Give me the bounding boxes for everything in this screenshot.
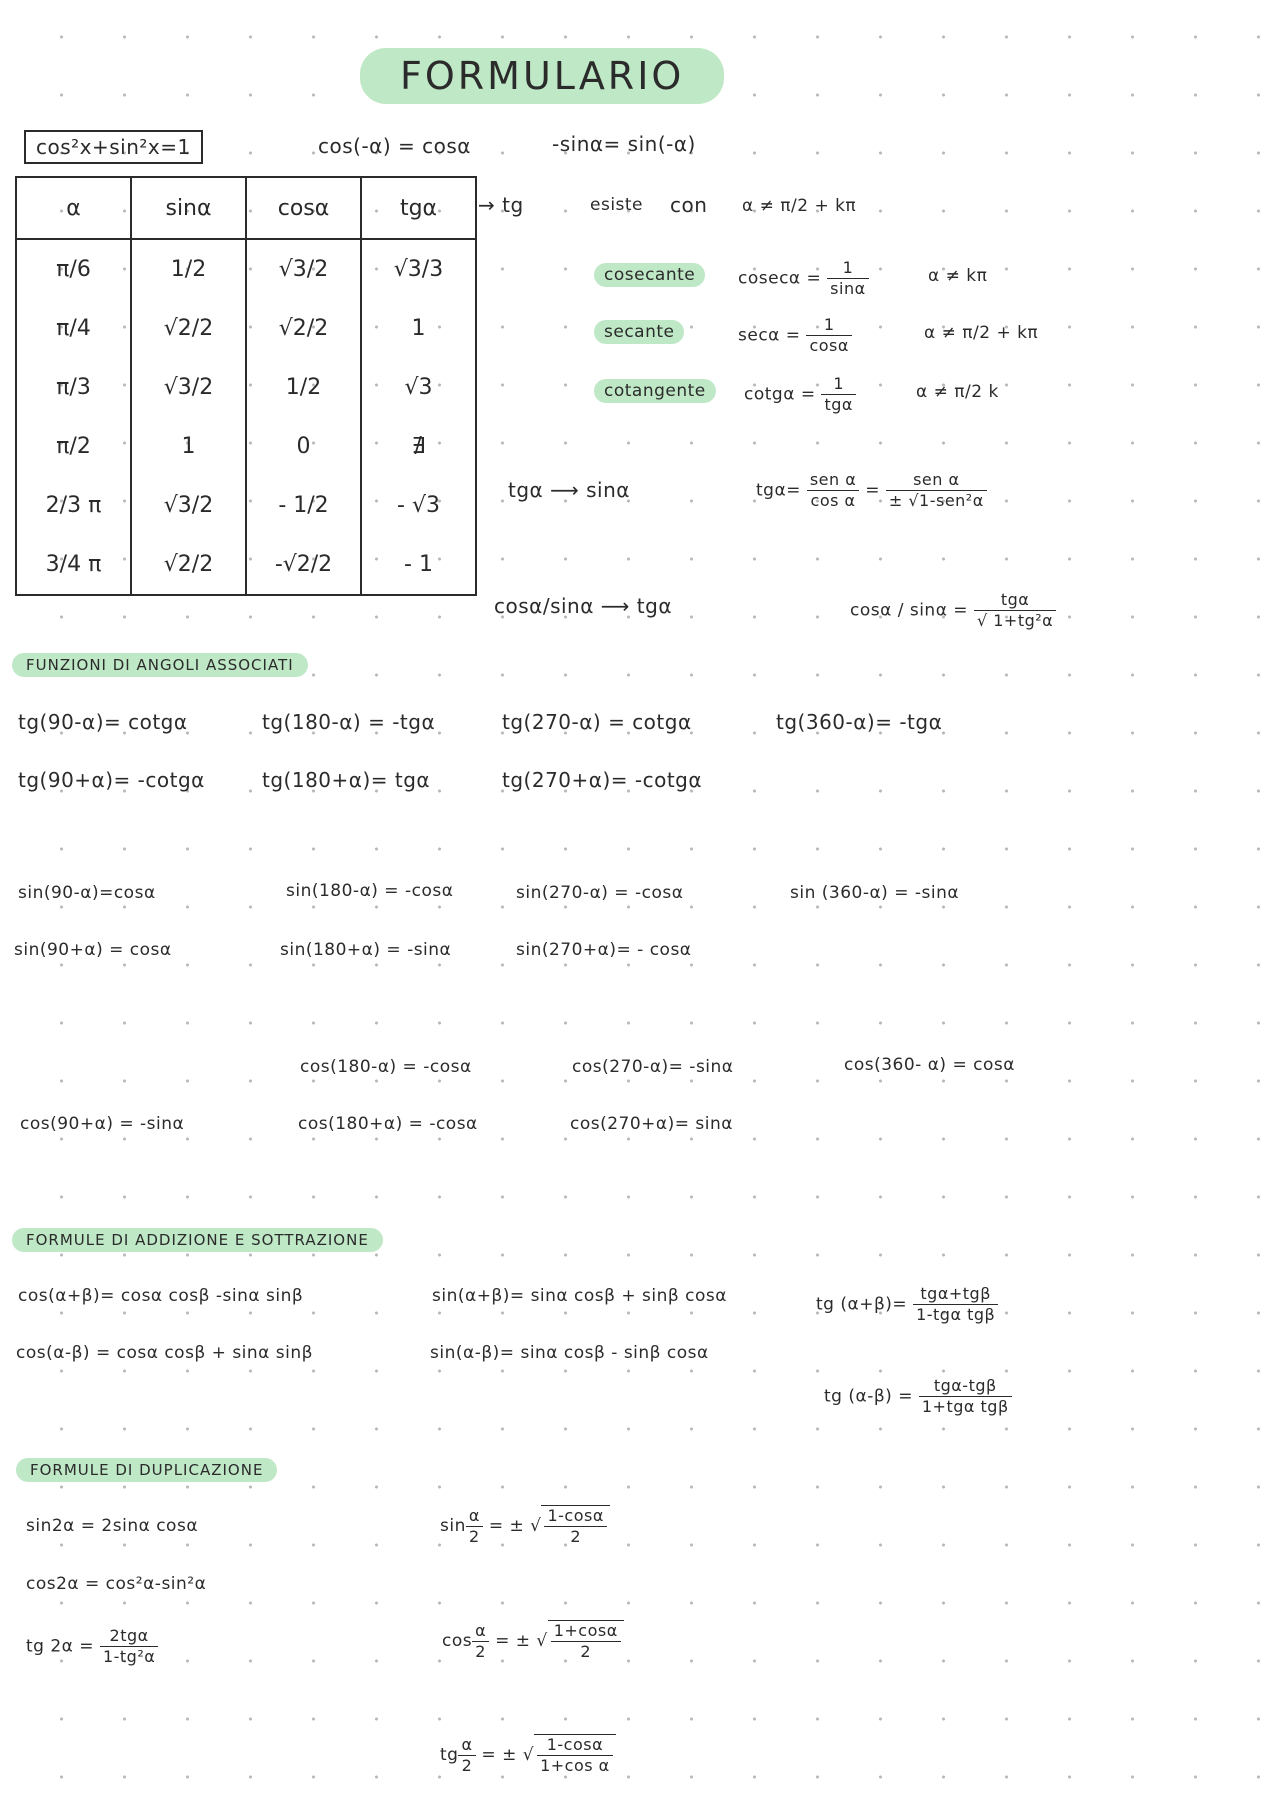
fraction-denominator: 2: [580, 1642, 592, 1661]
sin-assoc-formula: sin(270+α)= - cosα: [516, 940, 692, 960]
trig-values-table: [15, 176, 477, 596]
fraction-denominator: 1+tgα tgβ: [921, 1397, 1009, 1416]
table-cell: ∄: [361, 417, 476, 476]
fraction-numerator: 2tgα: [100, 1626, 158, 1647]
secant-lhs: secα =: [738, 325, 801, 346]
fraction-denominator: 1-tgα tgβ: [916, 1305, 996, 1324]
sin-assoc-formula: sin (360-α) = -sinα: [790, 883, 960, 903]
cotangent-formula: [744, 374, 856, 415]
fraction-denominator: 2: [570, 1527, 582, 1546]
fraction-denominator: 2: [461, 1755, 473, 1775]
table-header: α: [16, 177, 131, 239]
table-cell: 0: [246, 417, 361, 476]
sqrt-symbol: √: [522, 1745, 535, 1765]
sin-assoc-formula: sin(180+α) = -sinα: [280, 940, 452, 960]
secant-fraction: [806, 315, 851, 356]
pythagorean-identity: cos²x+sin²x=1: [24, 130, 203, 164]
sin-sum-formula: sin(α+β)= sinα cosβ + sinβ cosα: [432, 1286, 727, 1306]
half-angle-fraction: [458, 1735, 475, 1776]
tg-double-fraction: [100, 1626, 158, 1667]
table-cell: 1: [361, 299, 476, 358]
cot-to-tg-formula: [850, 590, 1056, 631]
fraction-numerator: α: [472, 1621, 489, 1642]
sin-half-formula: [440, 1505, 610, 1547]
cos-sum-formula: cos(α+β)= cosα cosβ -sinα sinβ: [18, 1286, 304, 1306]
fraction-denominator: tgα: [824, 395, 853, 414]
table-cell: 1/2: [246, 358, 361, 417]
table-cell: √3/2: [131, 476, 246, 535]
fraction-numerator: tgα-tgβ: [919, 1376, 1012, 1397]
tg-half-formula: [440, 1734, 616, 1776]
table-cell: π/3: [16, 358, 131, 417]
tg-exists-text: esiste: [590, 195, 644, 215]
fraction-denominator: 1-tg²α: [102, 1647, 156, 1666]
table-header: cosα: [246, 177, 361, 239]
cos-half-radicand: [548, 1620, 624, 1662]
sin-assoc-formula: sin(270-α) = -cosα: [516, 883, 684, 903]
table-cell: √3/2: [131, 358, 246, 417]
table-cell: π/2: [16, 417, 131, 476]
cosecant-formula: [738, 258, 869, 299]
tg-exists-con: con: [670, 193, 708, 217]
fraction-numerator: tgα+tgβ: [913, 1284, 998, 1305]
section-addition-formulas: FORMULE DI ADDIZIONE E SOTTRAZIONE: [12, 1228, 383, 1252]
table-row: [16, 239, 476, 299]
cos-assoc-formula: cos(90+α) = -sinα: [20, 1114, 185, 1134]
fraction-denominator: ± √1-sen²α: [888, 491, 984, 510]
cos-assoc-formula: cos(180-α) = -cosα: [300, 1057, 472, 1077]
fraction-numerator: 1-cosα: [537, 1735, 613, 1756]
table-cell: π/6: [16, 239, 131, 299]
cotangent-label: cotangente: [594, 379, 716, 403]
tg-difference-fraction: [919, 1376, 1012, 1417]
tg-assoc-formula: tg(180-α) = -tgα: [262, 710, 436, 734]
sin-difference-formula: sin(α-β)= sinα cosβ - sinβ cosα: [430, 1343, 709, 1363]
tg-sum-formula: [816, 1284, 998, 1325]
half-angle-fraction: [466, 1506, 483, 1547]
table-cell: 3/4 π: [16, 535, 131, 595]
fraction-denominator: cosα: [809, 336, 849, 355]
tg-difference-formula: [824, 1376, 1012, 1417]
cos-assoc-formula: cos(180+α) = -cosα: [298, 1114, 478, 1134]
fraction-denominator: 2: [475, 1641, 486, 1661]
table-cell: π/4: [16, 299, 131, 358]
table-cell: - 1/2: [246, 476, 361, 535]
tg-double-lhs: tg 2α =: [26, 1636, 95, 1657]
cos-assoc-formula: cos(360- α) = cosα: [844, 1055, 1015, 1075]
tg-sin-fraction-2: [886, 470, 987, 511]
table-cell: √2/2: [246, 299, 361, 358]
cotangent-condition: α ≠ π/2 k: [916, 382, 999, 402]
fraction-denominator: 2: [469, 1526, 480, 1546]
equals-plus-minus: = ±: [495, 1631, 531, 1651]
cosecant-fraction: [827, 258, 868, 299]
table-cell: - 1: [361, 535, 476, 595]
sin-odd-identity: -sinα= sin(-α): [552, 132, 696, 156]
tg-from-sin-lhs: tgα=: [756, 480, 801, 501]
table-row: [16, 417, 476, 476]
tg-difference-lhs: tg (α-β) =: [824, 1386, 913, 1407]
tg-sum-fraction: [913, 1284, 998, 1325]
sqrt-symbol: √: [530, 1516, 542, 1536]
sin-assoc-formula: sin(90-α)=cosα: [18, 883, 156, 903]
tg-half-radicand: [534, 1734, 616, 1776]
cot-to-tg-label: cosα/sinα ⟶ tgα: [494, 594, 673, 618]
cosecant-condition: α ≠ kπ: [928, 266, 988, 286]
table-cell: √2/2: [131, 535, 246, 595]
cosecant-lhs: cosecα =: [738, 268, 822, 289]
tg-assoc-formula: tg(90-α)= cotgα: [18, 710, 188, 734]
fraction-numerator: 1: [806, 315, 851, 336]
equals-plus-minus: = ±: [481, 1745, 517, 1765]
cotangent-lhs: cotgα =: [744, 384, 816, 405]
fraction-numerator: sen α: [807, 470, 859, 491]
table-row: [16, 299, 476, 358]
tg-sin-fraction-1: [807, 470, 859, 511]
tg-assoc-formula: tg(360-α)= -tgα: [776, 710, 943, 734]
tg-from-sin-label: tgα ⟶ sinα: [508, 478, 630, 502]
tg-assoc-formula: tg(270+α)= -cotgα: [502, 768, 703, 792]
cos-assoc-formula: cos(270-α)= -sinα: [572, 1057, 734, 1077]
table-cell: - √3: [361, 476, 476, 535]
equals-sign: =: [865, 480, 880, 501]
secant-formula: [738, 315, 852, 356]
tg-exists-condition: α ≠ π/2 + kπ: [742, 196, 857, 216]
table-cell: 1: [131, 417, 246, 476]
tg-exists-arrow: → tg: [478, 193, 524, 217]
sin-half-radicand: [541, 1505, 609, 1547]
fraction-numerator: tgα: [974, 590, 1056, 611]
fraction-numerator: 1+cosα: [551, 1621, 621, 1642]
cos-difference-formula: cos(α-β) = cosα cosβ + sinα sinβ: [16, 1343, 313, 1363]
tg-assoc-formula: tg(180+α)= tgα: [262, 768, 431, 792]
tg-double-formula: [26, 1626, 158, 1667]
equals-plus-minus: = ±: [488, 1516, 525, 1536]
secant-condition: α ≠ π/2 + kπ: [924, 323, 1039, 343]
fraction-numerator: 1: [821, 374, 855, 395]
table-cell: √3/3: [361, 239, 476, 299]
sqrt-symbol: √: [536, 1631, 548, 1651]
fraction-denominator: sinα: [830, 279, 866, 298]
fraction-numerator: 1-cosα: [544, 1506, 606, 1527]
tg-half-prefix: tg: [440, 1745, 459, 1765]
table-row: [16, 476, 476, 535]
table-cell: 2/3 π: [16, 476, 131, 535]
cosecant-label: cosecante: [594, 263, 705, 287]
tg-from-sin-formula: [756, 470, 987, 511]
page-title: FORMULARIO: [360, 48, 724, 104]
cot-tg-fraction: [974, 590, 1056, 631]
fraction-denominator: √ 1+tg²α: [976, 611, 1054, 630]
table-row: [16, 358, 476, 417]
table-row: [16, 535, 476, 595]
sin-assoc-formula: sin(180-α) = -cosα: [286, 881, 454, 901]
table-cell: 1/2: [131, 239, 246, 299]
section-associated-angles: FUNZIONI DI ANGOLI ASSOCIATI: [12, 653, 308, 677]
fraction-numerator: α: [458, 1735, 475, 1756]
table-header-row: [16, 177, 476, 239]
secant-label: secante: [594, 320, 684, 344]
fraction-denominator: cos α: [810, 491, 856, 510]
cotangent-fraction: [821, 374, 855, 415]
table-cell: √2/2: [131, 299, 246, 358]
tg-sum-lhs: tg (α+β)=: [816, 1294, 908, 1315]
table-header: sinα: [131, 177, 246, 239]
half-angle-fraction: [472, 1621, 489, 1662]
table-cell: √3: [361, 358, 476, 417]
cos-even-identity: cos(-α) = cosα: [318, 134, 471, 158]
table-cell: √3/2: [246, 239, 361, 299]
cos-half-formula: [442, 1620, 624, 1662]
sin-double-formula: sin2α = 2sinα cosα: [26, 1516, 199, 1536]
table-cell: -√2/2: [246, 535, 361, 595]
tg-assoc-formula: tg(270-α) = cotgα: [502, 710, 692, 734]
fraction-numerator: sen α: [886, 470, 987, 491]
sin-half-prefix: sin: [440, 1516, 466, 1536]
cos-assoc-formula: cos(270+α)= sinα: [570, 1114, 733, 1134]
fraction-numerator: α: [466, 1506, 483, 1527]
tg-assoc-formula: tg(90+α)= -cotgα: [18, 768, 205, 792]
fraction-denominator: 1+cos α: [540, 1756, 610, 1775]
sin-assoc-formula: sin(90+α) = cosα: [14, 940, 172, 960]
table-header: tgα: [361, 177, 476, 239]
cos-double-formula: cos2α = cos²α-sin²α: [26, 1574, 207, 1594]
cos-half-prefix: cos: [442, 1631, 473, 1651]
cot-to-tg-lhs: cosα / sinα =: [850, 600, 969, 621]
section-duplication-formulas: FORMULE DI DUPLICAZIONE: [16, 1458, 277, 1482]
fraction-numerator: 1: [827, 258, 868, 279]
